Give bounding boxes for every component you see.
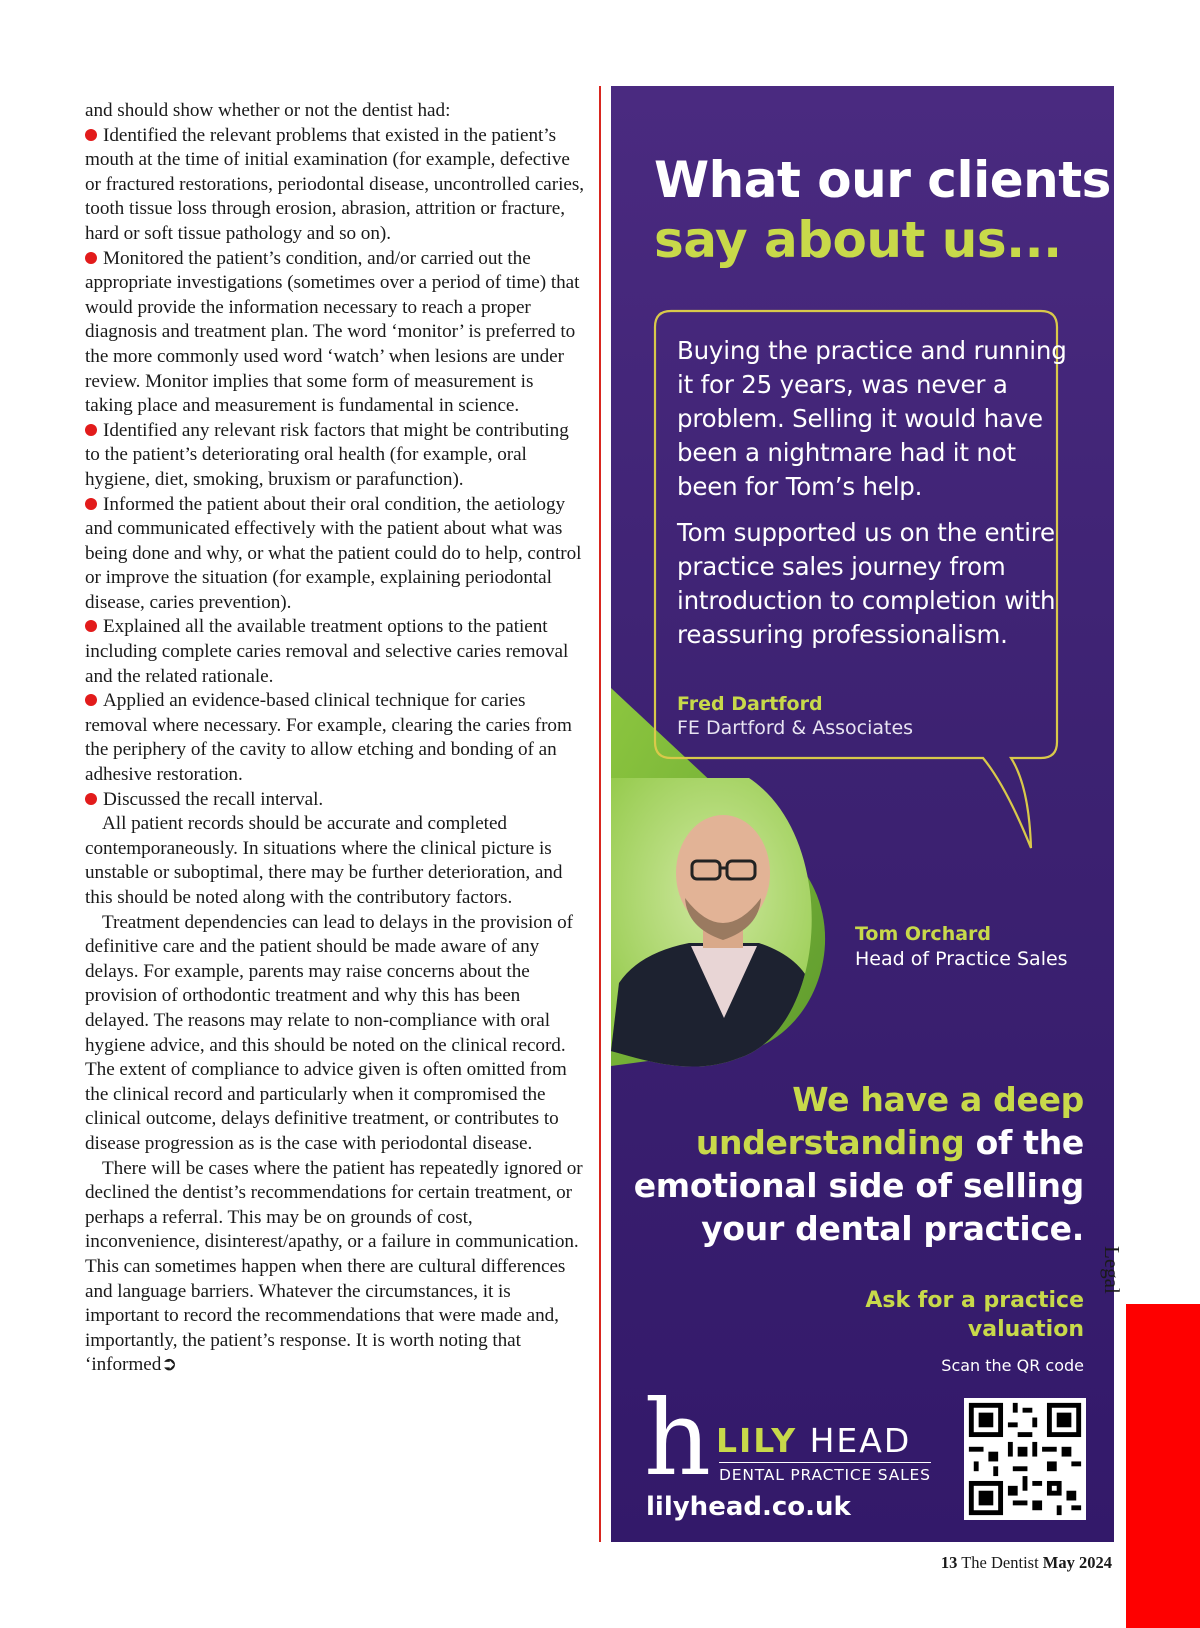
logo-subtitle: DENTAL PRACTICE SALES [719, 1462, 931, 1484]
section-label: Legal [1100, 1246, 1124, 1294]
lily-head-logo-name [716, 1421, 912, 1460]
lily-head-advert[interactable] [611, 86, 1114, 1542]
bullet-icon [85, 129, 97, 141]
scan-qr-text: Scan the QR code [941, 1356, 1084, 1375]
bullet-item [85, 419, 585, 493]
article-column [85, 99, 585, 1378]
lily-head-logo-mark: h [644, 1377, 711, 1499]
page-number: 13 [940, 1553, 958, 1572]
bullet-text: Identified any relevant risk factors that might be contributing to the patient’s deteriorating oral health (for example, oral hygiene, diet, smoking, bruxism or parafunction). [85, 419, 569, 490]
valuation-cta[interactable]: Ask for a practice valuation [865, 1288, 1084, 1342]
bullet-item [85, 788, 585, 813]
bullet-text: Informed the patient about their oral condition, the aetiology and communicated effectively with the patient about what was being done and why, or what the patient could do to help, control or improve the situation (for example, explaining periodontal disease, caries prevention). [85, 493, 582, 613]
article-intro: and should show whether or not the dentist had: [85, 100, 451, 121]
tom-orchard-photo [611, 778, 829, 1068]
tagline-rest: of the emotional side of selling your dental practice. [633, 1123, 1084, 1248]
article-paragraph: Treatment dependencies can lead to delays in the provision of definitive care and the patient should be made aware of any delays. For example, parents may raise concerns about the provision of orthodontic treatment and why this has been delayed. The reasons may relate to non-compliance with oral hygiene advice, and this should be noted on the clinical record. The extent of compliance to advice given is often omitted from the clinical record and particularly when it compromised the clinical outcome, delays definitive treatment, or contributes to disease progression as is the case with periodontal disease. [85, 911, 573, 1154]
issue-date: May 2024 [1042, 1553, 1112, 1572]
quote-paragraph: Tom supported us on the entire practice sales journey from introduction to completion with reassuring professionalism. [677, 518, 1056, 649]
bullet-text: Applied an evidence-based clinical technique for caries removal where necessary. For example, clearing the caries from the periphery of the cavity to allow etching and bonding of an adhesive restoration. [85, 690, 572, 786]
heading-line-1: What our clients [654, 151, 1111, 209]
bullet-text: Discussed the recall interval. [103, 788, 324, 810]
bullet-item [85, 124, 585, 247]
publication-name: The Dentist [961, 1553, 1039, 1572]
agent-role: Head of Practice Sales [855, 948, 1068, 970]
quote-paragraph: Buying the practice and running it for 25 years, was never a problem. Selling it would have been a nightmare had it not been for Tom’s help. [677, 336, 1067, 501]
bullet-icon [85, 620, 97, 632]
logo-lily: LILY [716, 1421, 798, 1460]
website-link[interactable]: lilyhead.co.uk [646, 1492, 851, 1522]
client-company: FE Dartford & Associates [677, 717, 914, 739]
bullet-text: Explained all the available treatment options to the patient including complete caries removal and selective caries removal and the related rationale. [85, 616, 569, 687]
article-paragraph: All patient records should be accurate and completed contemporaneously. In situations where the clinical picture is unstable or suboptimal, there may be further deterioration, and this should be noted along with the contributory factors. [85, 813, 563, 908]
bullet-item [85, 689, 585, 787]
section-tab [1126, 1304, 1200, 1628]
heading-line-2: say about us... [654, 211, 1062, 269]
tagline-highlight: We have a deep understanding [695, 1080, 1084, 1162]
bullet-icon [85, 694, 97, 706]
bullet-item [85, 493, 585, 616]
logo-head: HEAD [797, 1421, 912, 1460]
bullet-text: Identified the relevant problems that existed in the patient’s mouth at the time of initial examination (for example, defective or fractured restorations, periodontal disease, uncontrolled caries, tooth tissue loss through erosion, abrasion, attrition or fracture, hard or soft tissue pathology and so on). [85, 124, 585, 244]
agent-attribution [855, 922, 1068, 972]
client-name: Fred Dartford [677, 693, 823, 715]
bullet-icon [85, 498, 97, 510]
bullet-item [85, 247, 585, 419]
bullet-text: Monitored the patient’s condition, and/or carried out the appropriate investigations (sometimes over a period of time) that would provide the information necessary to reach a proper diagnosis and treatment plan. The word ‘monitor’ is preferred to the more commonly used word ‘watch’ when lesions are under review. Monitor implies that some form of measurement is taking place and measurement is fundamental in science. [85, 247, 580, 417]
advert-tagline [624, 1078, 1084, 1250]
bullet-item [85, 615, 585, 689]
agent-name: Tom Orchard [855, 923, 992, 945]
column-divider [599, 86, 601, 1542]
bullet-icon [85, 252, 97, 264]
article-paragraph: There will be cases where the patient has repeatedly ignored or declined the dentist’s recommendations for certain treatment, or perhaps a referral. This may be on grounds of cost, inconvenience, disinterest/apathy, or a failure in communication. This can sometimes happen when there are cultural differences and language barriers. Whatever the circumstances, it is important to record the recommendations that were made and, importantly, the patient’s response. It is worth noting that ‘informed➲ [85, 1157, 583, 1376]
bullet-icon [85, 424, 97, 436]
qr-code[interactable] [964, 1398, 1086, 1520]
testimonial-attribution [677, 692, 913, 740]
page-folio [941, 1553, 1112, 1573]
testimonial-quote [677, 334, 1077, 664]
bullet-icon [85, 793, 97, 805]
